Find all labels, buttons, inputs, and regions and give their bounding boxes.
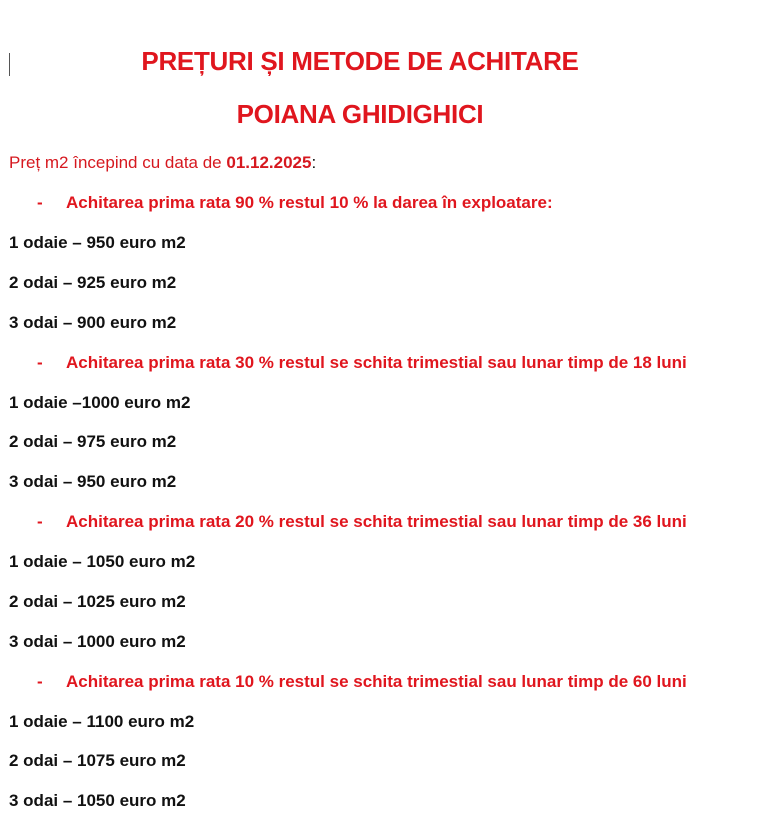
document-title: PREȚURI ȘI METODE DE ACHITARE: [141, 46, 579, 76]
price-line: 2 odai – 1025 euro m2: [9, 592, 186, 611]
bullet-dash: -: [37, 193, 43, 212]
price-line: 3 odai – 950 euro m2: [9, 472, 177, 491]
plan-heading-text: Achitarea prima rata 20 % restul se schita trimestial sau lunar timp de 36 luni: [66, 512, 687, 531]
plan-heading-text: Achitarea prima rata 90 % restul 10 % la darea în exploatare:: [66, 193, 553, 212]
price-line: 2 odai – 925 euro m2: [9, 273, 177, 292]
price-line: 1 odaie – 1050 euro m2: [9, 552, 196, 571]
intro-date: 01.12.2025: [226, 153, 312, 172]
price-line: 1 odaie – 1100 euro m2: [9, 712, 195, 731]
price-line: 3 odai – 1050 euro m2: [9, 791, 186, 810]
price-line: 2 odai – 975 euro m2: [9, 432, 177, 451]
bullet-dash: -: [37, 353, 43, 372]
intro-text: Preț m2 începind cu data de: [9, 153, 227, 172]
plan-heading-text: Achitarea prima rata 10 % restul se schita trimestial sau lunar timp de 60 luni: [66, 672, 687, 691]
bullet-dash: -: [37, 672, 43, 691]
intro-line: [9, 153, 316, 173]
bullet-dash: -: [37, 512, 43, 531]
document-subtitle: POIANA GHIDIGHICI: [236, 99, 484, 129]
plan-heading-text: Achitarea prima rata 30 % restul se schita trimestial sau lunar timp de 18 luni: [66, 353, 687, 372]
price-line: 2 odai – 1075 euro m2: [9, 751, 186, 770]
price-line: 1 odaie – 950 euro m2: [9, 233, 186, 252]
price-line: 3 odai – 1000 euro m2: [9, 632, 186, 651]
price-line: 3 odai – 900 euro m2: [9, 313, 177, 332]
price-line: 1 odaie –1000 euro m2: [9, 393, 191, 412]
intro-colon: :: [311, 153, 317, 172]
